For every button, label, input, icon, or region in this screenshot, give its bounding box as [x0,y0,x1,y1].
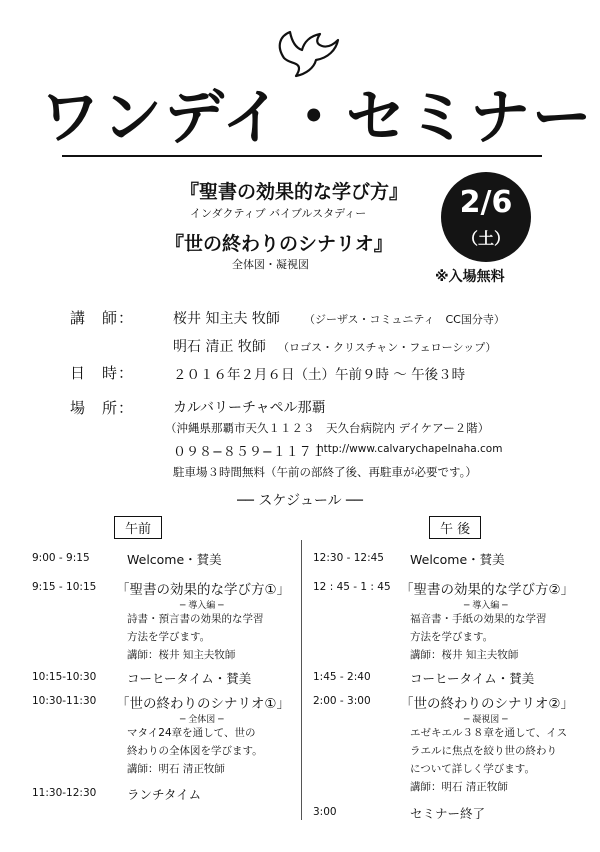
schedule-heading: ── スケジュール ── [237,493,363,509]
pm-event-5: セミナー終了 [410,806,486,821]
page-title: ワンデイ・セミナー [40,83,594,153]
am-event-2-lecturer: 講師：桜井 知主夫牧師 [127,649,236,661]
title-divider [62,155,542,157]
seminar1-subtitle: インダクティブ バイブルスタディー [190,207,367,220]
seminar2-title: 『世の終わりのシナリオ』 [165,233,393,255]
pm-time-5: 3:00 [313,806,337,818]
schedule-divider [301,540,302,820]
pm-event-4-section: ─ 凝視図 ─ [464,715,508,725]
am-event-4-lecturer: 講師：明石 清正牧師 [127,763,225,775]
am-event-2-desc2: 方法を学びます。 [127,631,211,643]
am-event-4-section: ─ 全体図 ─ [180,715,224,725]
phone-number: ０９８−８５９−１１７１ [173,445,325,460]
admission-note: ※入場無料 [435,269,505,285]
pm-event-2-desc1: 福音書・手紙の効果的な学習 [410,613,547,625]
pm-time-3: 1:45 - 2:40 [313,671,371,683]
am-time-3: 10:15-10:30 [32,671,97,683]
parking-note: 駐車場３時間無料（午前の部終了後、再駐車が必要です。） [173,465,477,479]
seminar1-title: 『聖書の効果的な学び方』 [180,181,409,203]
pm-label: 午 後 [429,516,481,539]
pm-event-4-lecturer: 講師：明石 清正牧師 [410,781,508,793]
pm-event-4: 「世の終わりのシナリオ②」 [400,696,574,712]
pm-time-1: 12:30 - 12:45 [313,552,384,564]
lecturer2-name: 明石 清正 牧師 [173,339,266,355]
am-event-4: 「世の終わりのシナリオ①」 [116,696,290,712]
am-time-2: 9:15 - 10:15 [32,581,97,593]
datetime-label: 日 時： [70,364,135,382]
pm-event-4-desc1: エゼキエル３８章を通して、イス [410,727,568,739]
am-event-4-desc1: マタイ24章を通して、世の [127,727,256,739]
am-time-1: 9:00 - 9:15 [32,552,90,564]
pm-time-4: 2:00 - 3:00 [313,695,371,707]
website-url: http://www.calvarychapelnaha.com [317,443,503,455]
lecturer1-church: （ジーザス・コミュニティ CC国分寺） [304,313,505,326]
seminar2-subtitle: 全体図・凝視図 [232,258,309,271]
am-event-5: ランチタイム [127,787,202,802]
am-time-4: 10:30-11:30 [32,695,97,707]
am-event-1: Welcome・賛美 [127,552,222,567]
pm-event-4-desc2: ラエルに焦点を絞り世の終わり [410,745,557,757]
am-event-2-section: ─ 導入編 ─ [180,601,224,611]
am-event-3: コーヒータイム・賛美 [127,671,252,686]
datetime-value: ２０１６年２月６日（土）午前９時 ～ 午後３時 [173,367,466,383]
date-badge-weekday: （土） [461,229,510,248]
pm-event-2: 「聖書の効果的な学び方②」 [400,582,575,598]
venue-label: 場 所： [70,399,135,417]
date-badge-date: 2/6 [459,185,513,220]
pm-event-3: コーヒータイム・賛美 [410,671,535,686]
pm-event-1: Welcome・賛美 [410,552,505,567]
am-label: 午前 [114,516,162,539]
am-event-2: 「聖書の効果的な学び方①」 [116,582,291,598]
pm-event-4-desc3: について詳しく学びます。 [410,763,535,775]
pm-event-2-desc2: 方法を学びます。 [410,631,494,643]
venue-name: カルバリーチャペル那覇 [173,400,326,416]
lecturer1-name: 桜井 知主夫 牧師 [173,311,280,327]
am-time-5: 11:30-12:30 [32,787,97,799]
venue-address: （沖縄県那覇市天久１１２３ 天久台病院内 デイケアー２階） [165,421,490,435]
am-event-4-desc2: 終わりの全体図を学びます。 [127,745,263,757]
lecturer2-church: （ロゴス・クリスチャン・フェローシップ） [278,341,497,354]
pm-event-2-section: ─ 導入編 ─ [464,601,508,611]
date-badge [441,172,531,262]
dove-logo [270,28,340,80]
pm-event-2-lecturer: 講師：桜井 知主夫牧師 [410,649,519,661]
am-event-2-desc1: 詩書・預言書の効果的な学習 [127,613,264,625]
pm-time-2: 12 : 45 - 1 : 45 [313,581,391,593]
lecturer-label: 講 師： [70,309,135,327]
